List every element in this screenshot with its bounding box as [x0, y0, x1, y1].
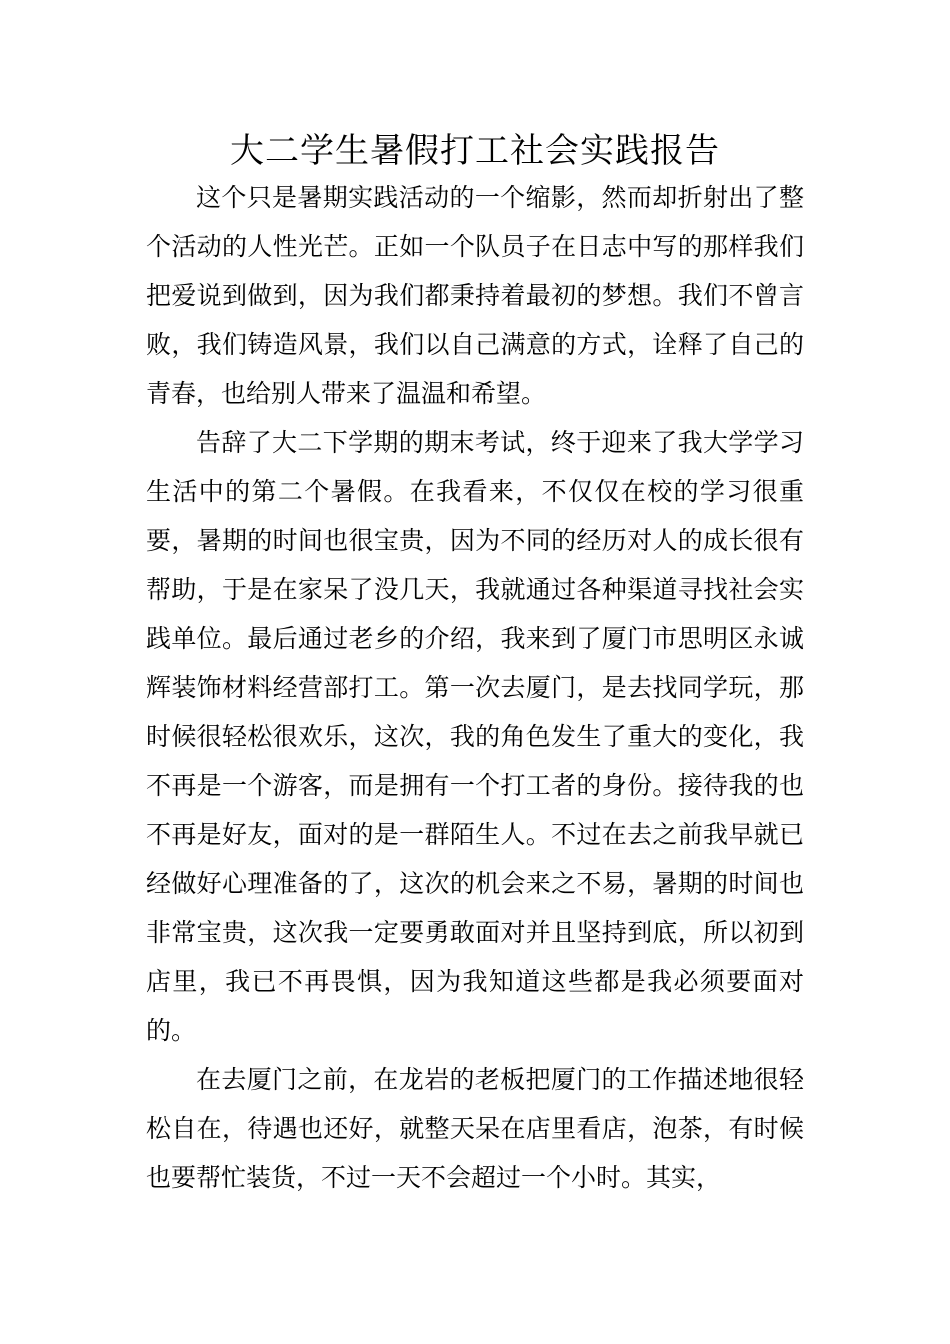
paragraph-2: 告辞了大二下学期的期末考试，终于迎来了我大学学习生活中的第二个暑假。在我看来，不仅仅在校的学习很重要，暑期的时间也很宝贵，因为不同的经历对人的成长很有帮助，于是在家呆了没几天，我就通过各种渠道寻找社会实践单位。最后通过老乡的介绍，我来到了厦门市思明区永诚辉装饰材料经营部打工。第一次去厦门，是去找同学玩，那时候很轻松很欢乐，这次，我的角色发生了重大的变化，我不再是一个游客，而是拥有一个打工者的身份。接待我的也不再是好友，面对的是一群陌生人。不过在去之前我早就已经做好心理准备的了，这次的机会来之不易，暑期的时间也非常宝贵，这次我一定要勇敢面对并且坚持到底，所以初到店里，我已不再畏惧，因为我知道这些都是我必须要面对的。: [146, 428, 804, 1045]
paragraph-3: 在去厦门之前，在龙岩的老板把厦门的工作描述地很轻松自在，待遇也还好，就整天呆在店里看店，泡茶，有时候也要帮忙装货，不过一天不会超过一个小时。其实，: [146, 1065, 804, 1192]
document-body: [146, 173, 804, 1202]
paragraph-1: 这个只是暑期实践活动的一个缩影，然而却折射出了整个活动的人性光芒。正如一个队员子在日志中写的那样我们把爱说到做到，因为我们都秉持着最初的梦想。我们不曾言败，我们铸造风景，我们以自己满意的方式，诠释了自己的青春，也给别人带来了温温和希望。: [146, 183, 804, 408]
document-title: 大二学生暑假打工社会实践报告: [230, 131, 720, 171]
